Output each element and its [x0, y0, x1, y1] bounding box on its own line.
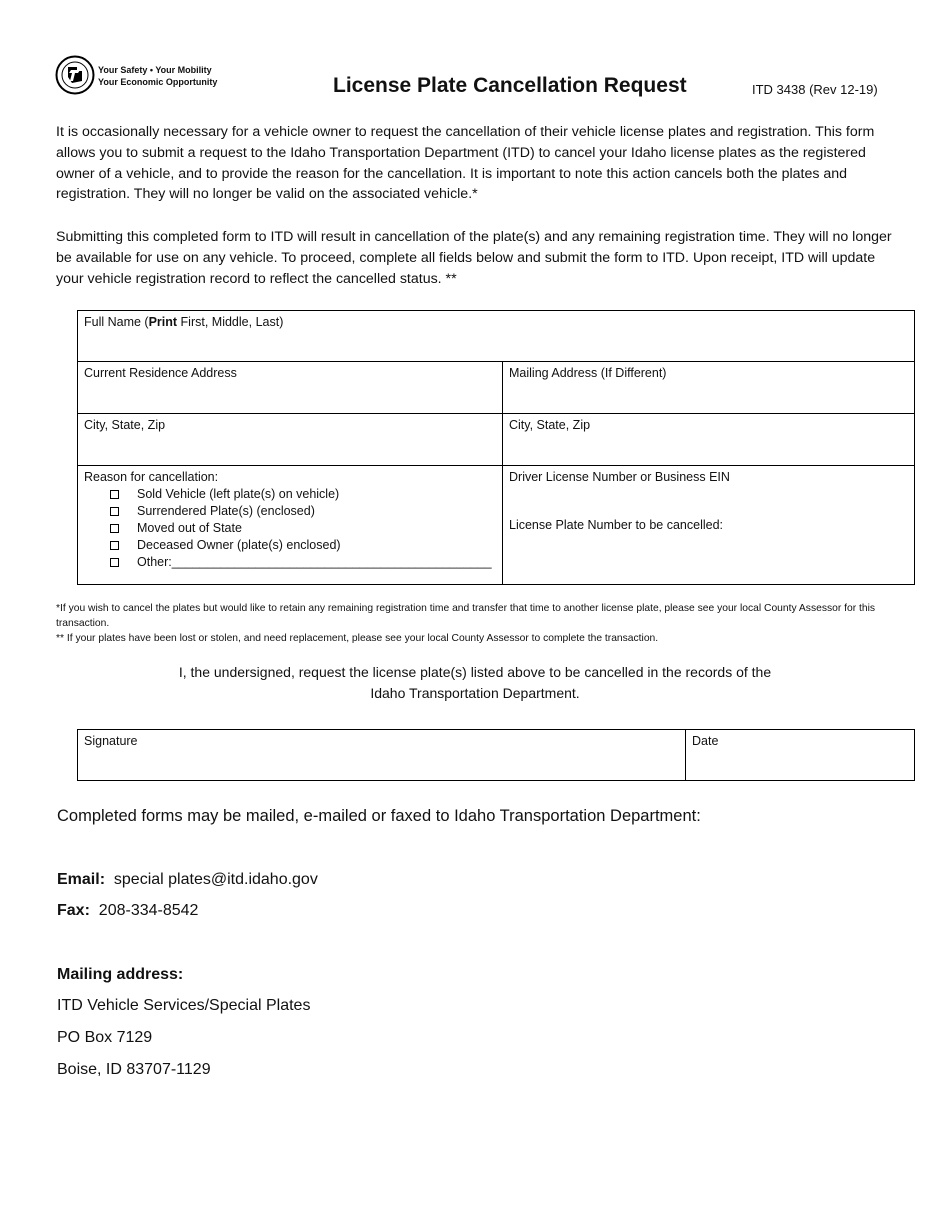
address-line-3: Boise, ID 83707-1129	[57, 1061, 211, 1078]
registration-form-table	[77, 310, 915, 585]
email-value[interactable]: special plates@itd.idaho.gov	[113, 871, 318, 888]
dl-number-label: Driver License Number or Business EIN	[509, 470, 730, 484]
address-line-2: PO Box 7129	[57, 1029, 153, 1046]
itd-logo	[55, 55, 235, 97]
current-address-field[interactable]	[78, 362, 503, 414]
reason-label: Reason for cancellation:	[84, 470, 219, 484]
page-title: License Plate Cancellation Request	[333, 74, 687, 97]
email-line	[57, 871, 318, 889]
reason-option-moved[interactable]: Moved out of State	[110, 520, 496, 537]
footnote-1: *If you wish to cancel the plates but would like to retain any remaining registration time and transfer that time to another license plate, please see your local County Assessor for this transaction.	[56, 603, 876, 629]
intro-paragraph-1: It is occasionally necessary for a vehicle owner to request the cancellation of their vehicle license plates and registration. This form allows you to submit a request to the Idaho Transportation Department (ITD) to cancel your Idaho license plates as the registered owner of a vehicle, and to provide the reason for the cancellation. It is important to note this action cancels both the plates and registration. They will no longer be valid on the associated vehicle.*	[56, 124, 875, 203]
checkbox[interactable]	[110, 524, 119, 533]
email-label: Email:	[57, 871, 106, 888]
footnotes	[56, 601, 901, 646]
contact-intro: Completed forms may be mailed, e-mailed or faxed to Idaho Transportation Department:	[57, 807, 701, 825]
reason-option-other[interactable]: Other:______________________________________________	[110, 554, 496, 571]
reason-option-sold[interactable]: Sold Vehicle (left plate(s) on vehicle)	[110, 486, 496, 503]
full-name-label: Full Name (Print First, Middle, Last)	[84, 315, 284, 329]
mailing-address-heading: Mailing address:	[57, 966, 184, 983]
city-state-zip-label-left: City, State, Zip	[84, 418, 166, 432]
footnote-2: ** If your plates have been lost or stolen, and need replacement, please see your local County Assessor to complete the transaction.	[56, 633, 659, 644]
tagline-line-1: Your Safety • Your Mobility	[98, 65, 212, 75]
checkbox[interactable]	[110, 541, 119, 550]
full-name-field[interactable]	[78, 311, 915, 362]
fax-line	[57, 902, 198, 920]
form-number: ITD 3438 (Rev 12-19)	[752, 82, 878, 97]
city-state-zip-label-right: City, State, Zip	[509, 418, 591, 432]
current-address-label: Current Residence Address	[84, 366, 237, 380]
mailing-address-field[interactable]	[503, 362, 915, 414]
address-line-1: ITD Vehicle Services/Special Plates	[57, 997, 311, 1014]
tagline-line-2: Your Economic Opportunity	[98, 77, 218, 87]
license-info-cell[interactable]	[503, 466, 915, 585]
city-state-zip-field-right[interactable]	[503, 414, 915, 466]
reason-option-deceased[interactable]: Deceased Owner (plate(s) enclosed)	[110, 537, 496, 554]
signature-field[interactable]	[78, 730, 686, 781]
fax-value: 208-334-8542	[98, 902, 199, 919]
declaration: I, the undersigned, request the license plate(s) listed above to be cancelled in the records of the Idaho Transportation Department.	[178, 664, 772, 701]
reason-option-surrendered[interactable]: Surrendered Plate(s) (enclosed)	[110, 503, 496, 520]
itd-seal-icon	[55, 55, 95, 95]
intro-paragraph-2: Submitting this completed form to ITD will result in cancellation of the plate(s) and any remaining registration time. They will no longer be available for use on any vehicle. To proceed, complete all fields below and submit the form to ITD. Upon receipt, ITD will update your vehicle registration record to reflect the cancelled status. **	[56, 229, 892, 287]
checkbox[interactable]	[110, 490, 119, 499]
fax-label: Fax:	[57, 902, 90, 919]
plate-number-label: License Plate Number to be cancelled:	[509, 518, 724, 532]
checkbox[interactable]	[110, 507, 119, 516]
date-label: Date	[692, 734, 719, 748]
reason-cell	[78, 466, 503, 585]
city-state-zip-field-left[interactable]	[78, 414, 503, 466]
signature-label: Signature	[84, 734, 138, 748]
reason-checkbox-list	[84, 486, 496, 571]
logo-tagline	[98, 64, 217, 88]
mailing-address-label: Mailing Address (If Different)	[509, 366, 667, 380]
checkbox[interactable]	[110, 558, 119, 567]
date-field[interactable]	[686, 730, 915, 781]
signature-table	[77, 729, 915, 781]
